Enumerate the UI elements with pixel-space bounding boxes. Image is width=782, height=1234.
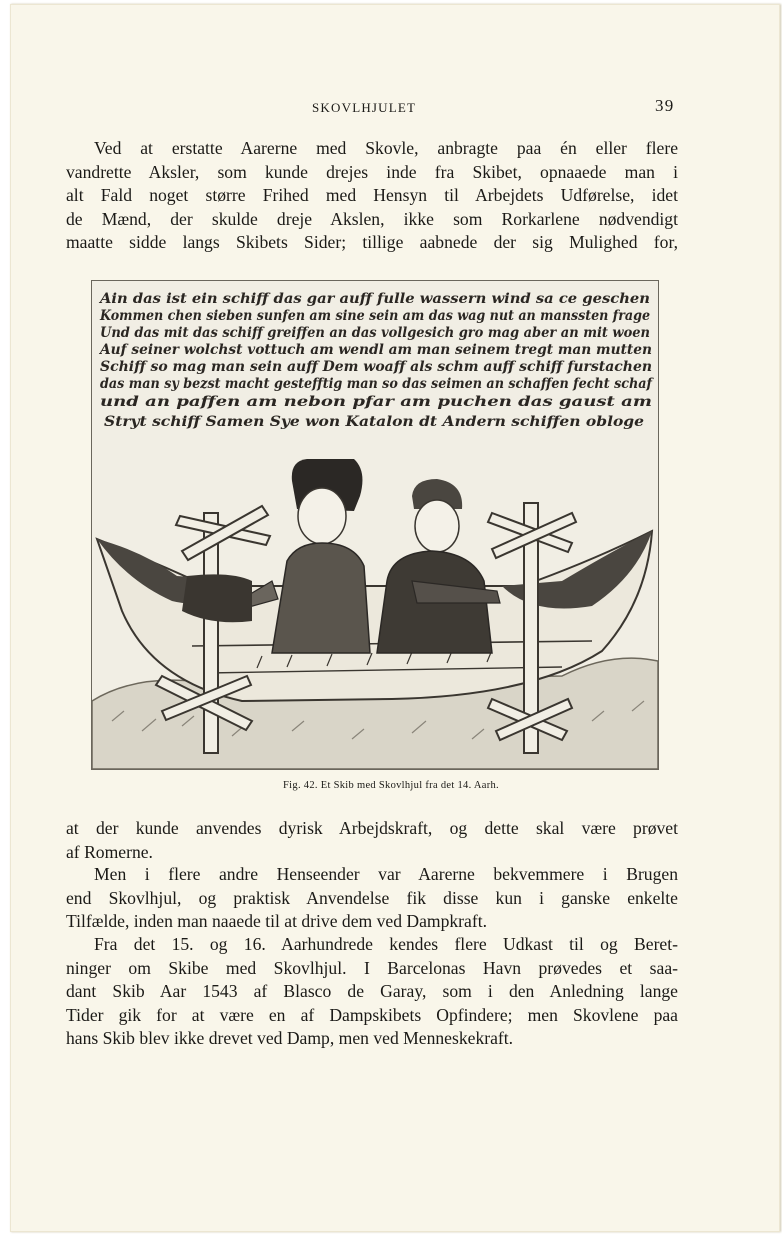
text-line: vandrette Aksler, som kunde drejes inde fra Skibet, opnaaede man i	[66, 161, 678, 182]
text-line: Fra det 15. og 16. Aarhundrede kendes flere Udkast til og Beret-	[94, 934, 678, 954]
text-line: alt Fald noget større Frihed med Hensyn til Arbejdets Udførelse, idet	[66, 185, 678, 206]
text-line: Men i flere andre Henseender var Aarerne bekvemmere i Brugen	[94, 864, 678, 884]
running-title: SKOVLHJULET	[312, 100, 417, 115]
page-number: 39	[655, 96, 675, 115]
manuscript-line: Auf seiner wolchst vottuch am wendl am man seinem tregt man mutten	[97, 342, 653, 358]
text-line: at der kunde anvendes dyrisk Arbejdskraft, og dette skal være prøvet	[66, 818, 678, 838]
paragraph-4	[66, 933, 678, 1051]
manuscript-line: Und das mit das schiff greiffen an das vollgesich gro mag aber an mit woen	[100, 325, 650, 341]
manuscript-line: und an paffen am nebon pfar am puchen das gaust am	[100, 394, 652, 410]
text-line: maatte sidde langs Skibets Sider; tillige aabnede der sig Mulighed for,	[66, 232, 678, 253]
text-line: hans Skib blev ikke drevet ved Damp, men ved Menneskekraft.	[66, 1028, 514, 1049]
text-line: ninger om Skibe med Skovlhjul. I Barcelonas Havn prøvedes et saa-	[66, 957, 678, 978]
text-line: de Mænd, der skulde dreje Akslen, ikke som Rorkarlene nødvendigt	[66, 208, 678, 229]
manuscript-line: Kommen chen sieben sunfen am sine sein am das wag nut an manssten frage	[99, 308, 651, 324]
rower-right	[377, 479, 500, 653]
text-line: Tilfælde, inden man naaede til at drive dem ved Dampkraft.	[66, 911, 487, 932]
paragraph-2	[66, 817, 678, 864]
manuscript-line: Schiff so mag man sein auff Dem woaff als schm auff schiff furstachen	[100, 359, 652, 375]
text-line: Ved at erstatte Aarerne med Skovle, anbragte paa én eller flere	[94, 138, 678, 158]
manuscript-line: das man sy bezst macht gestefftig man so das seimen an schaffen fecht schaf	[100, 376, 655, 392]
figure-caption: Fig. 42. Et Skib med Skovlhjul fra det 14. Aarh.	[283, 780, 499, 791]
text-line: dant Skib Aar 1543 af Blasco de Garay, som i den Anledning lange	[66, 981, 678, 1002]
text-line: Tider gik for at være en af Dampskibets Opfindere; men Skovlene paa	[66, 1004, 678, 1025]
manuscript-figure	[91, 280, 659, 770]
paragraph-3	[66, 863, 678, 934]
manuscript-illustration	[92, 281, 658, 769]
manuscript-line: Stryt schiff Samen Sye won Katalon dt Andern schiffen obloge	[104, 414, 645, 430]
text-line: af Romerne.	[66, 841, 153, 862]
manuscript-line: Ain das ist ein schiff das gar auff fulle wassern wind sa ce geschen	[97, 291, 650, 307]
text-line: end Skovlhjul, og praktisk Anvendelse fik disse kun i ganske enkelte	[66, 887, 678, 908]
paragraph-1	[66, 137, 678, 255]
